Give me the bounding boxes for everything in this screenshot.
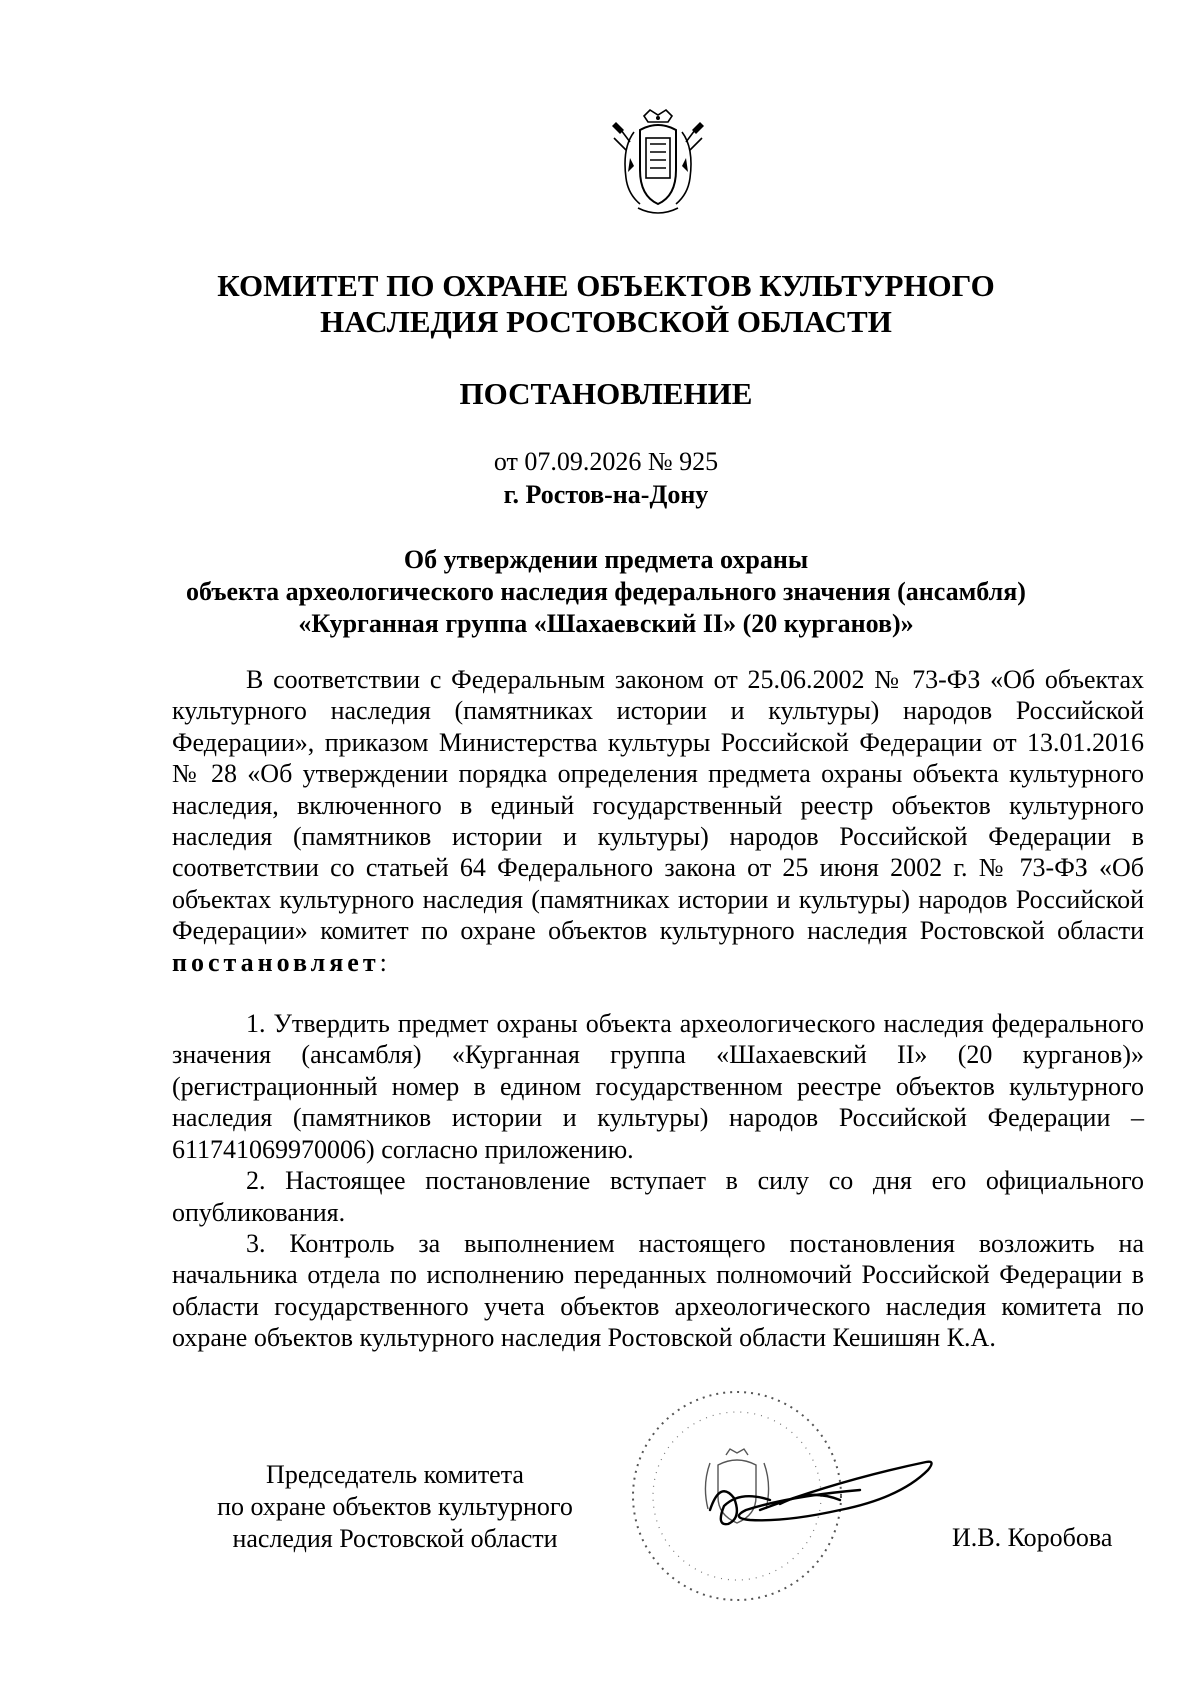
signer-position <box>170 1459 620 1555</box>
signature-icon <box>690 1440 940 1550</box>
document-subject <box>150 544 1062 640</box>
resolution-item-1: 1. Утвердить предмет охраны объекта археологического наследия федерального значения (ансамбля) «Курганная группа «Шахаевский II» (20 курганов)» (регистрационный номер в едином государственном реестре объектов культурного наследия (памятников истории и культуры) народов Российской Федерации – 611741069970006) согласно приложению. <box>172 1009 1144 1164</box>
signer-name: И.В. Коробова <box>952 1523 1113 1552</box>
preamble-paragraph <box>172 664 1144 978</box>
signer-position-line-2: по охране объектов культурного <box>217 1492 573 1521</box>
subject-line-1: Об утверждении предмета охраны <box>403 545 809 574</box>
resolves-colon: : <box>379 947 387 977</box>
org-title-line-2: НАСЛЕДИЯ РОСТОВСКОЙ ОБЛАСТИ <box>320 304 892 339</box>
resolution-item-2: 2. Настоящее постановление вступает в силу со дня его официального опубликования. <box>172 1166 1144 1227</box>
signer-position-line-1: Председатель комитета <box>266 1460 524 1489</box>
document-city: г. Ростов-на-Дону <box>503 480 709 509</box>
preamble-text: В соответствии с Федеральным законом от 25.06.2002 № 73-ФЗ «Об объектах культурного наследия (памятниках истории и культуры) народов Российской Федерации», приказом Министерства культуры Российской Федерации от 13.01.2016 № 28 «Об утверждении порядка определения предмета охраны объекта культурного наследия, включенного в единый государственный реестр объектов культурного наследия (памятников истории и культуры) народов Российской Федерации в соответствии со статьей 64 Федерального закона от 25 июня 2002 г. № 73-ФЗ «Об объектах культурного наследия (памятниках истории и культуры) народов Российской Федерации» комитет по охране объектов культурного наследия Ростовской области <box>172 665 1144 946</box>
coat-of-arms-icon <box>604 108 712 220</box>
signer-position-line-3: наследия Ростовской области <box>232 1524 558 1553</box>
document-type: ПОСТАНОВЛЕНИЕ <box>459 376 753 411</box>
subject-line-2: объекта археологического наследия федерального значения (ансамбля) <box>186 577 1026 606</box>
organization-title <box>150 268 1062 340</box>
document-body <box>172 664 1144 1354</box>
org-title-line-1: КОМИТЕТ ПО ОХРАНЕ ОБЪЕКТОВ КУЛЬТУРНОГО <box>217 268 995 303</box>
resolves-word: постановляет <box>172 947 380 977</box>
document-date-number: от 07.09.2026 № 925 <box>493 447 719 476</box>
resolution-item-3: 3. Контроль за выполнением настоящего постановления возложить на начальника отдела по исполнению переданных полномочий Российской Федерации в области государственного учета объектов археологического наследия комитета по охране объектов культурного наследия Ростовской области Кешишян К.А. <box>172 1228 1144 1353</box>
subject-line-3: «Курганная группа «Шахаевский II» (20 курганов)» <box>298 609 914 638</box>
